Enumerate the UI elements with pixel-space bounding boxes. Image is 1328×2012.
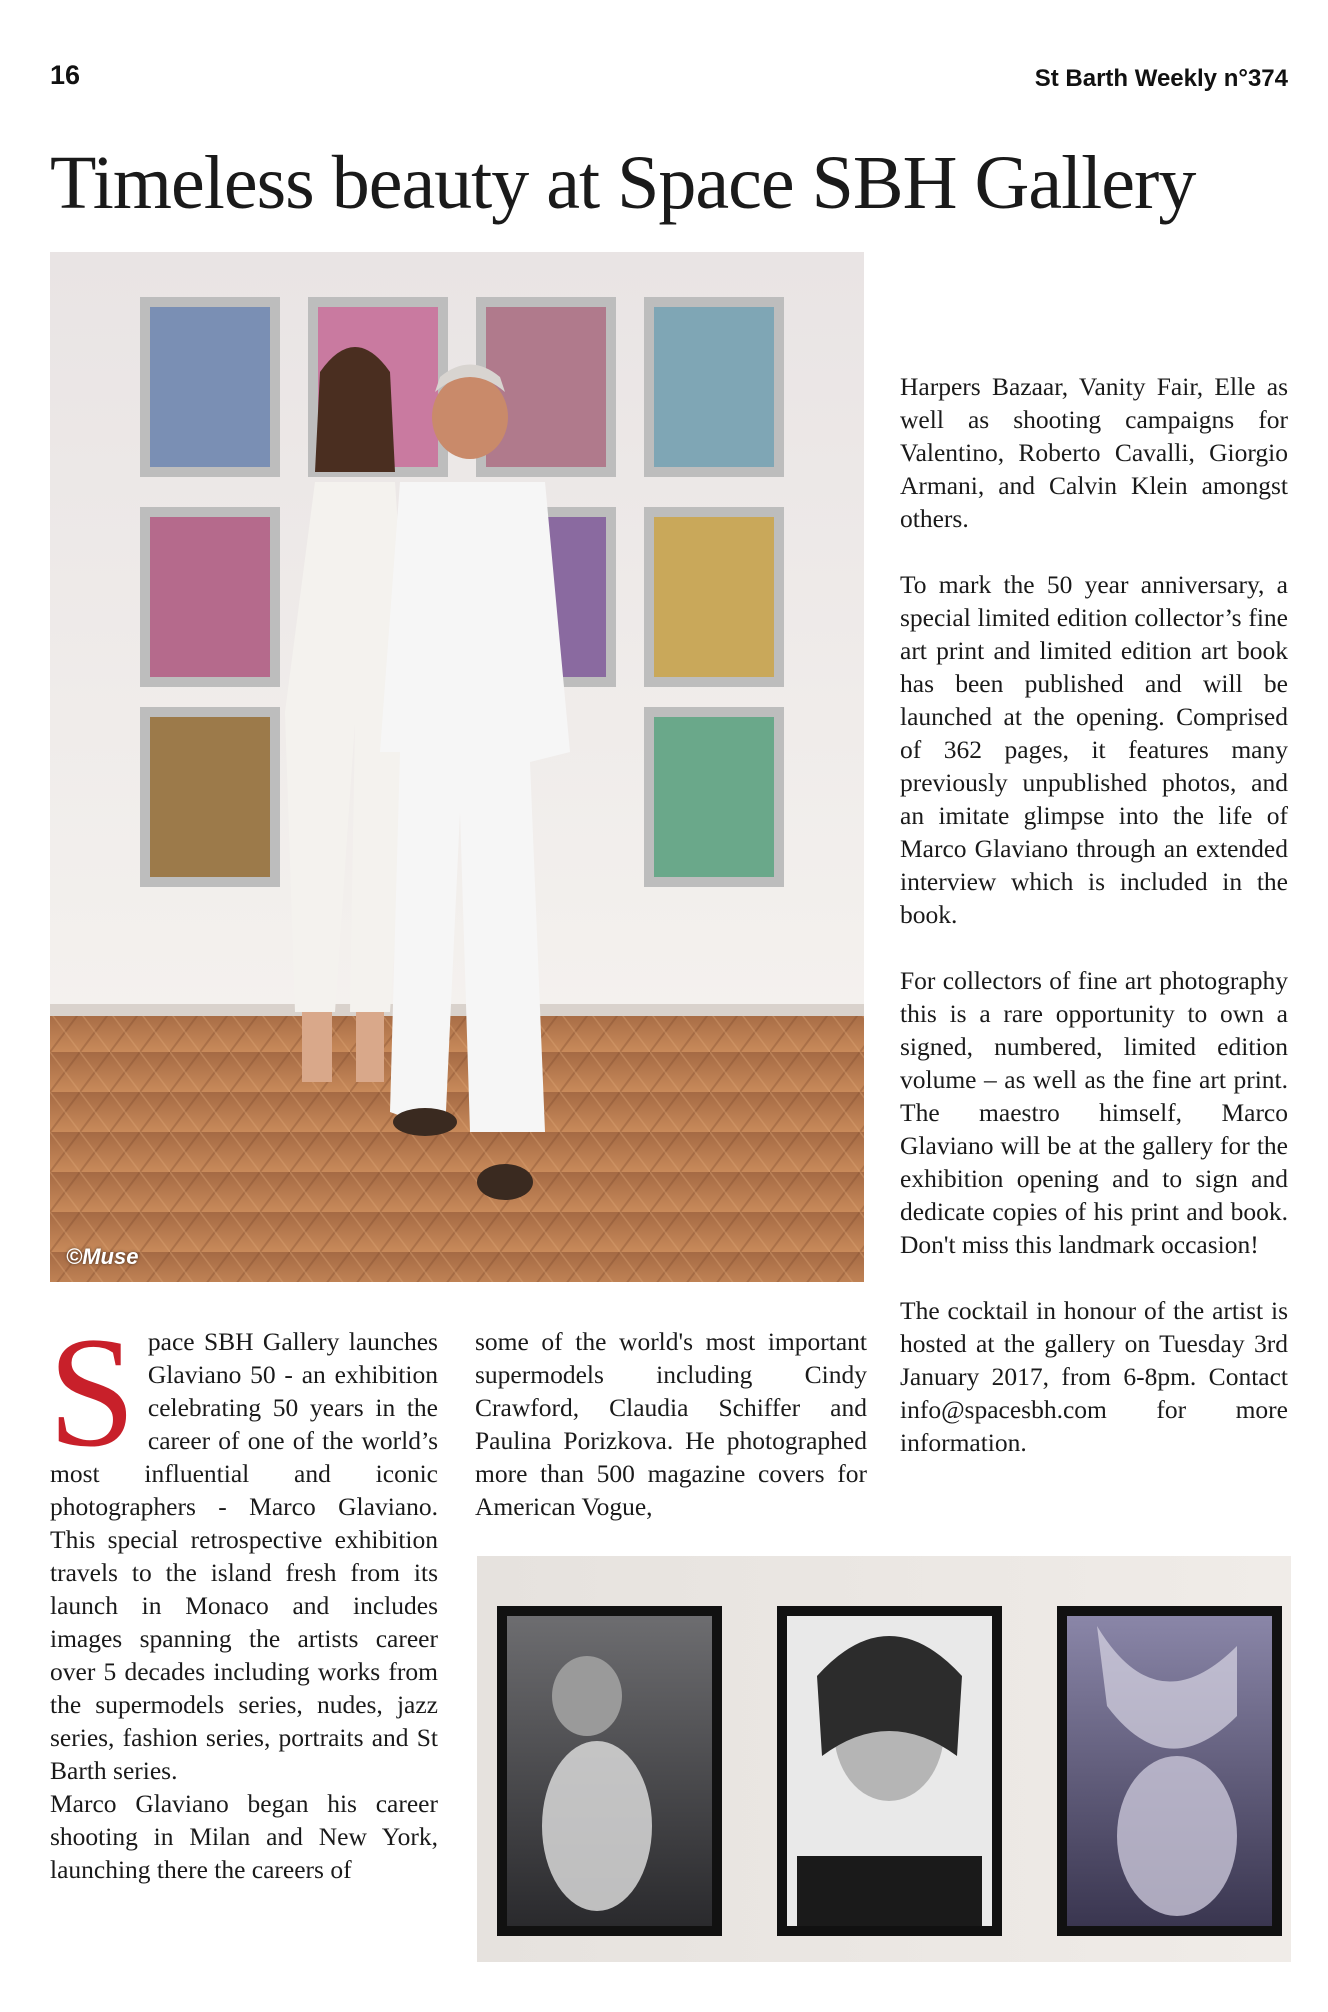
publication-title: St Barth Weekly n°374 bbox=[1034, 65, 1288, 92]
page-number: 16 bbox=[50, 60, 81, 90]
article-headline: Timeless beauty at Space SBH Gallery bbox=[50, 141, 1196, 225]
intro-text: pace SBH Gallery launches Glaviano 50 - an exhibition celebrating 50 years in the career of one of the world’s most influential and iconic photographers - Marco Glaviano. This special retrospective exhibition travels to the island fresh from its launch in Monaco and includes images spanning the artists career over 5 decades including works from the supermodels series, nudes, jazz series, fashion series, portraits and St Barth series. bbox=[50, 1327, 438, 1785]
article-paragraph: The cocktail in honour of the artist is hosted at the gallery on Tuesday 3rd January 2017, from 6-8pm. Contact info@spacesbh.com for more information. bbox=[900, 1296, 1288, 1457]
drop-cap: S bbox=[48, 1305, 136, 1480]
article-column-3 bbox=[900, 370, 1288, 1459]
gallery-photo-main bbox=[50, 252, 864, 1282]
article-paragraph: Harpers Bazaar, Vanity Fair, Elle as well as shooting campaigns for Valentino, Roberto Cavalli, Giorgio Armani, and Calvin Klein amongst others. bbox=[900, 372, 1288, 533]
photo-credit: ©Muse bbox=[66, 1244, 139, 1269]
article-paragraph: some of the world's most important supermodels including Cindy Crawford, Claudia Schiffer and Paulina Porizkova. He photographed more than 500 magazine covers for American Vogue, bbox=[475, 1327, 867, 1521]
article-intro-paragraph bbox=[48, 1305, 438, 1787]
article-paragraph: To mark the 50 year anniversary, a special limited edition collector’s fine art print and limited edition art book has been published and will be launched at the opening. Comprised of 362 pages, it features many previously unpublished photos, and an imitate glimpse into the life of Marco Glaviano through an extended interview which is included in the book. bbox=[900, 570, 1288, 929]
article-column-1 bbox=[48, 1305, 438, 1886]
article-paragraph: Marco Glaviano began his career shooting in Milan and New York, launching there the careers of bbox=[50, 1789, 438, 1884]
article-paragraph: For collectors of fine art photography this is a rare opportunity to own a signed, numbered, limited edition volume – as well as the fine art print. The maestro himself, Marco Glaviano will be at the gallery for the exhibition opening and to sign and dedicate copies of his print and book. Don't miss this landmark occasion! bbox=[900, 966, 1288, 1259]
article-column-2 bbox=[475, 1325, 867, 1523]
gallery-photo-prints bbox=[477, 1556, 1291, 1962]
